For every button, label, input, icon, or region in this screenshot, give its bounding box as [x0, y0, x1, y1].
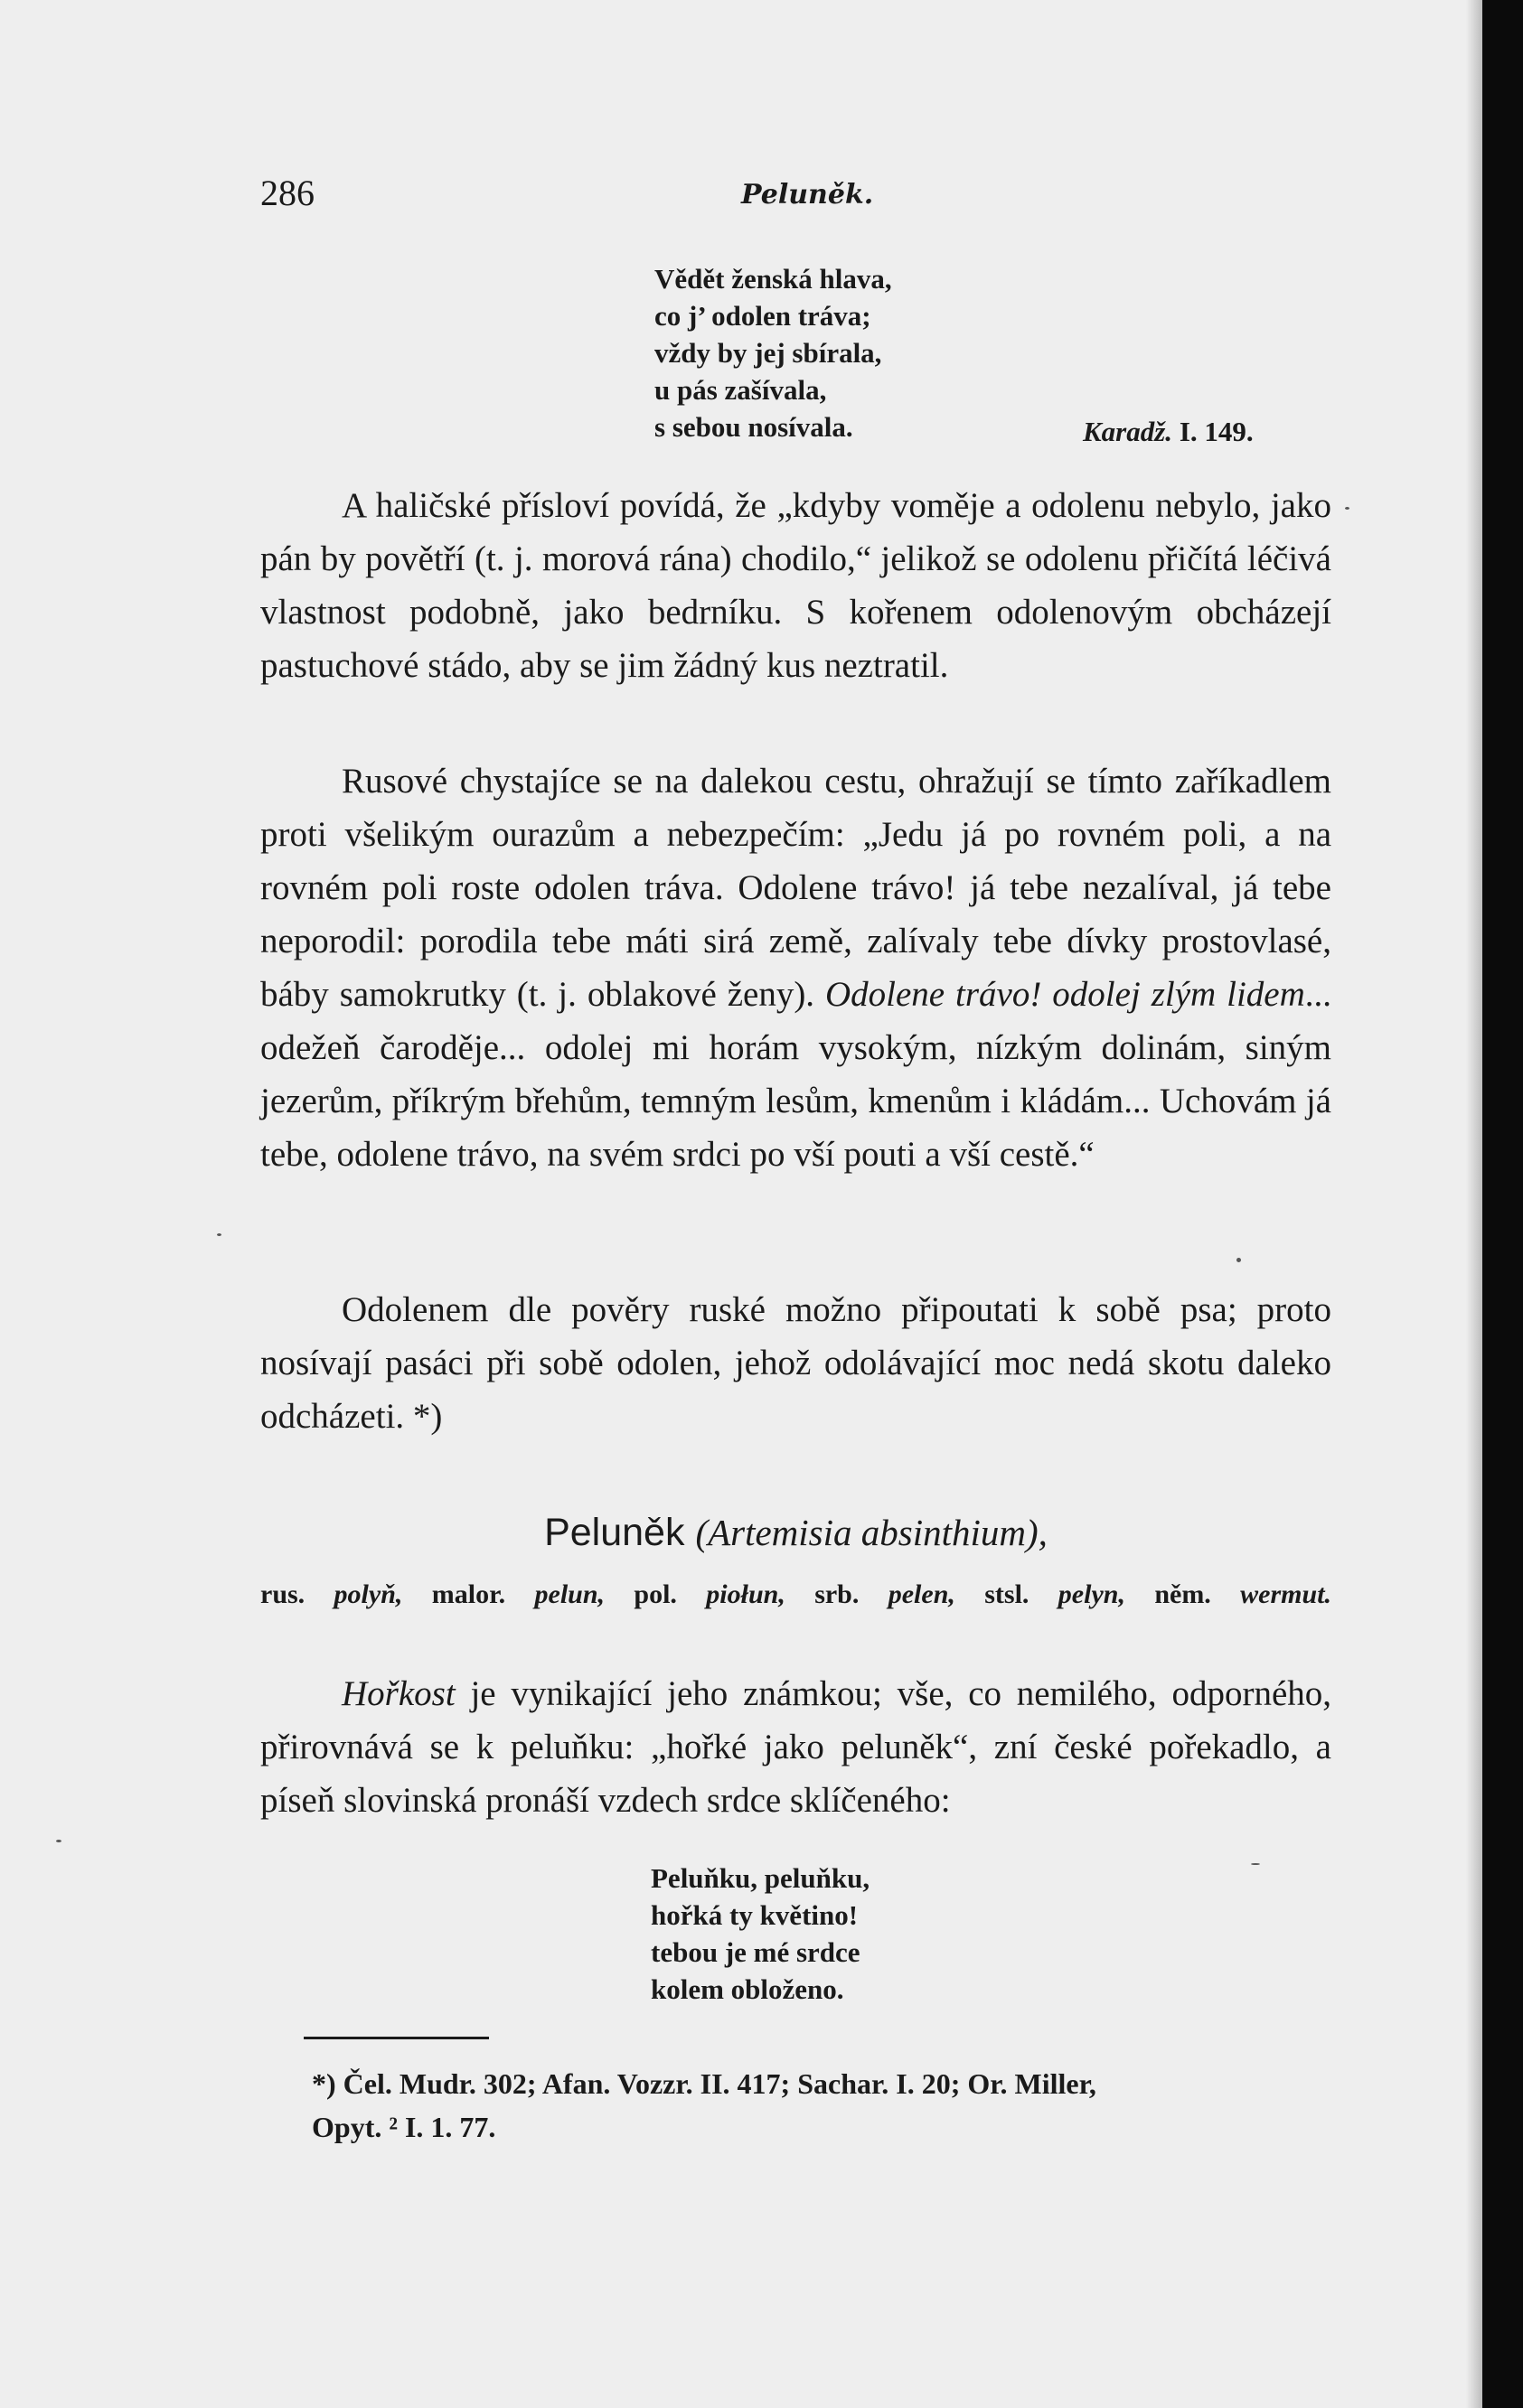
- verse-line: co j’ odolen tráva;: [654, 300, 871, 332]
- speck-mark: [1345, 507, 1349, 510]
- verse-line: Peluňku, peluňku,: [651, 1862, 870, 1894]
- names-line: [260, 1579, 1331, 1610]
- heading-title: Peluněk: [544, 1511, 685, 1554]
- lang-abbr: rus.: [260, 1579, 306, 1609]
- paragraph-2-italic: Odolene trávo! odolej zlým lidem: [825, 975, 1305, 1014]
- paragraph-4-text: je vynikající jeho známkou; vše, co nemilého, odporného, přirovnává se k peluňku: „hořké jako peluněk“, zní české pořekadlo, a píseň slovinská pronáší vzdech srdce sklíčeného:: [260, 1674, 1332, 1820]
- plant-name: pelen,: [888, 1579, 955, 1609]
- speck-mark: [1251, 1863, 1260, 1865]
- paragraph-2: [260, 754, 1331, 1181]
- footnote-line: Opyt. ² I. 1. 77.: [312, 2111, 496, 2143]
- lang-abbr: malor.: [431, 1579, 506, 1609]
- plant-name: wermut.: [1240, 1579, 1332, 1609]
- paragraph-4: [260, 1667, 1331, 1827]
- plant-name: pelun,: [534, 1579, 606, 1609]
- verse-block-1: [654, 260, 892, 445]
- footnote-rule: [304, 2037, 489, 2039]
- verse-citation: [1083, 416, 1254, 448]
- verse-block-2: [651, 1860, 870, 2008]
- plant-name: pelyn,: [1058, 1579, 1125, 1609]
- paragraph-2-text-a: Rusové chystajíce se na dalekou cestu, ohražují se tímto zaříkadlem proti všelikým ourazům a nebezpečím: „Jedu já po rovném poli, a na rovném poli roste odolen tráva. Odolene trávo! já tebe nezalíval, já tebe neporodil: porodila tebe máti sirá země, zalívaly tebe dívky prostovlasé, báby samokrutky (t. j. oblakové ženy).: [260, 762, 1331, 1014]
- page-number: 286: [260, 173, 315, 213]
- speck-mark: [217, 1233, 221, 1236]
- lang-abbr: srb.: [814, 1579, 860, 1609]
- scan-border: [1482, 0, 1523, 2408]
- lang-abbr: stsl.: [984, 1579, 1029, 1609]
- speck-mark: [56, 1840, 61, 1842]
- verse-line: vždy by jej sbírala,: [654, 337, 882, 369]
- lang-abbr: něm.: [1154, 1579, 1211, 1609]
- verse-line: Vědět ženská hlava,: [654, 263, 892, 295]
- verse-line: u pás zašívala,: [654, 374, 827, 406]
- verse-line: tebou je mé srdce: [651, 1936, 860, 1968]
- lang-abbr: pol.: [634, 1579, 677, 1609]
- footnote: [312, 2062, 1331, 2149]
- footnote-line: *) Čel. Mudr. 302; Afan. Vozzr. II. 417; Sachar. I. 20; Or. Miller,: [312, 2067, 1096, 2100]
- citation-author: Karadž.: [1083, 416, 1173, 447]
- paragraph-3: Odolenem dle pověry ruské možno připoutati k sobě psa; proto nosívají pasáci při sobě odolen, jehož odolávající moc nedá skotu daleko odcházeti. *): [260, 1290, 1331, 1436]
- plant-name: piołun,: [706, 1579, 785, 1609]
- verse-line: hořká ty květino!: [651, 1899, 859, 1931]
- verse-line: s sebou nosívala.: [654, 411, 853, 443]
- paragraph-2-text-b: ... odežeň čaroděje... odolej mi horám vysokým, nízkým dolinám, siným jezerům, příkrým břehům, temným lesům, kmenům i kládám... Uchovám já tebe, odolene trávo, na svém srdci po vší pouti a vší cestě.“: [260, 975, 1332, 1174]
- plant-name: polyň,: [334, 1579, 403, 1609]
- verse-line: kolem obloženo.: [651, 1973, 844, 2005]
- section-heading: [260, 1511, 1331, 1555]
- running-title: Peluněk.: [741, 179, 874, 211]
- page-edge-shadow: [1466, 0, 1482, 2408]
- speck-mark: [1236, 1258, 1241, 1262]
- citation-ref: I. 149.: [1179, 416, 1254, 447]
- heading-latin: (Artemisia absinthium),: [695, 1512, 1048, 1553]
- paragraph-4-italic: Hořkost: [342, 1674, 456, 1713]
- paragraph-1: A haličské přísloví povídá, že „kdyby voměje a odolenu nebylo, jako pán by povětří (t. j. morová rána) chodilo,“ jelikož se odolenu přičítá léčivá vlastnost podobně, jako bedrníku. S kořenem odolenovým obcházejí pastuchové stádo, aby se jim žádný kus neztratil.: [260, 486, 1331, 685]
